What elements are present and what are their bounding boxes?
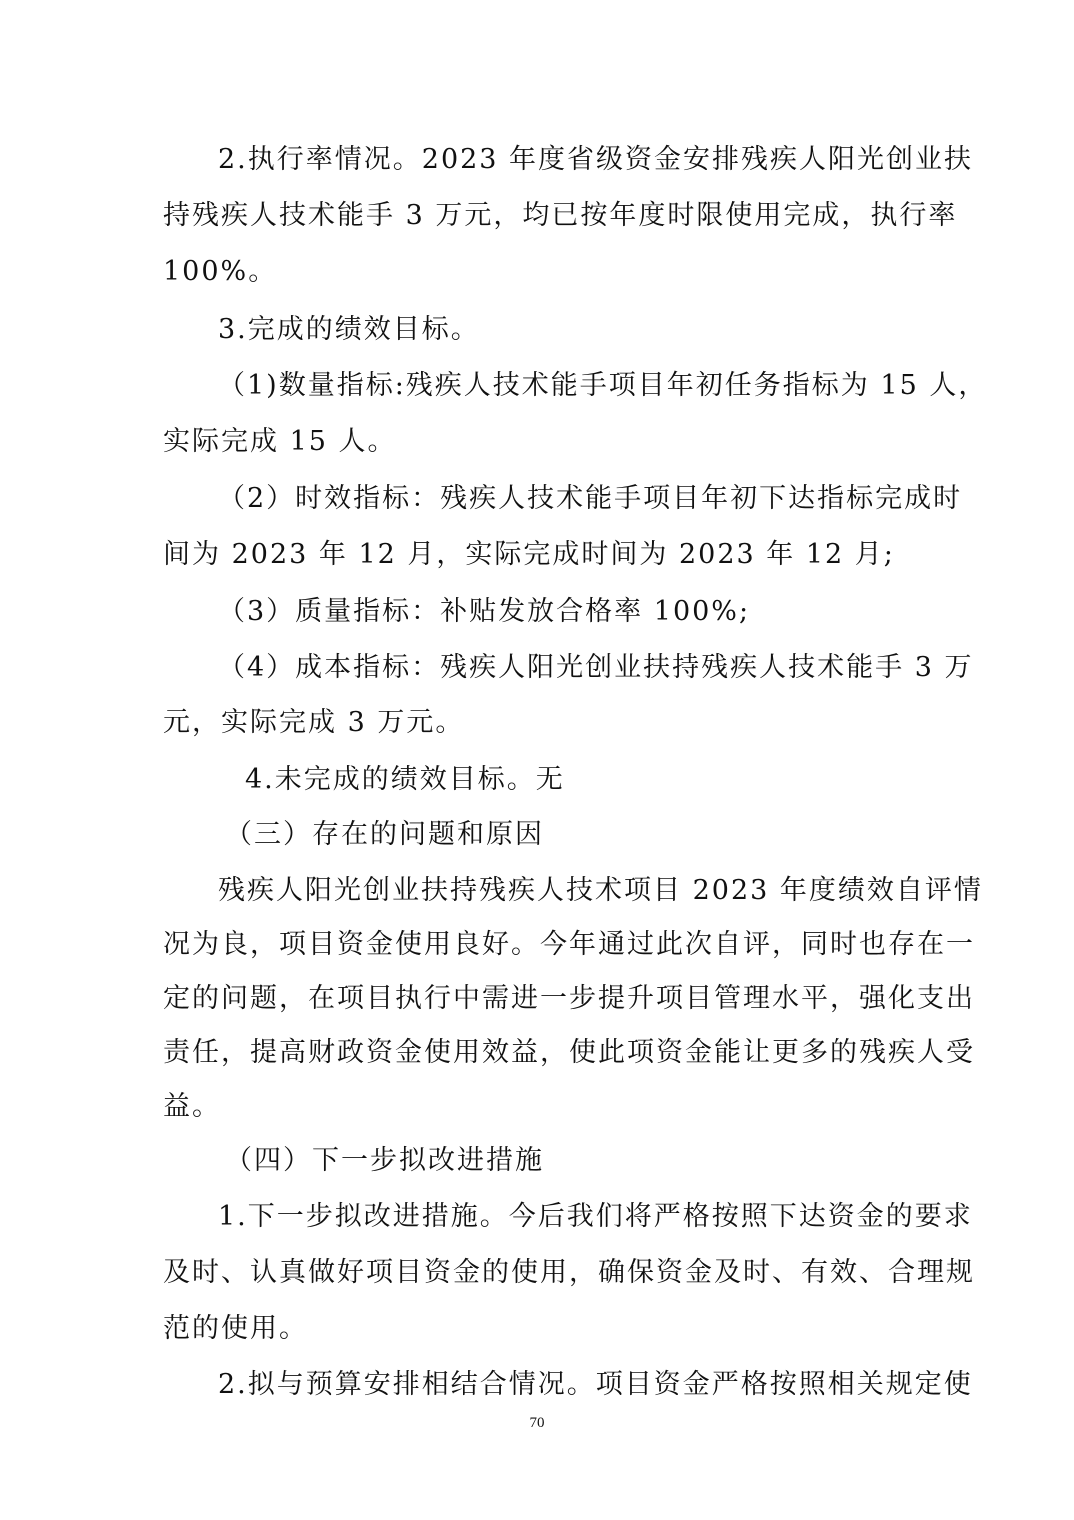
page-number: 70 [529,1415,545,1431]
paragraph-line: 2.拟与预算安排相结合情况。项目资金严格按照相关规定使 [218,1369,973,1400]
paragraph-line: 1.下一步拟改进措施。今后我们将严格按照下达资金的要求 [218,1201,973,1232]
paragraph-line: （4）成本指标：残疾人阳光创业扶持残疾人技术能手 3 万 [218,652,974,683]
paragraph-line: 及时、认真做好项目资金的使用，确保资金及时、有效、合理规 [163,1257,975,1288]
section-heading: 3.完成的绩效目标。 [218,314,480,345]
paragraph-line: （3）质量指标：补贴发放合格率 100%; [218,596,751,627]
paragraph-line: （2）时效指标：残疾人技术能手项目年初下达指标完成时 [218,483,963,514]
paragraph-line: 实际完成 15 人。 [163,426,397,457]
paragraph-line: 4.未完成的绩效目标。无 [245,764,565,795]
paragraph-line: 责任，提高财政资金使用效益，使此项资金能让更多的残疾人受 [163,1037,975,1068]
section-heading: （四）下一步拟改进措施 [225,1145,544,1176]
paragraph-line: （1)数量指标:残疾人技术能手项目年初任务指标为 15 人， [218,370,988,401]
paragraph-line: 况为良，项目资金使用良好。今年通过此次自评，同时也存在一 [163,929,975,960]
paragraph-line: 范的使用。 [163,1313,308,1344]
paragraph-line: 残疾人阳光创业扶持残疾人技术项目 2023 年度绩效自评情 [218,875,983,906]
section-heading: （三）存在的问题和原因 [225,819,544,850]
paragraph-line: 元，实际完成 3 万元。 [163,707,465,738]
paragraph-line: 间为 2023 年 12 月，实际完成时间为 2023 年 12 月; [163,539,895,570]
paragraph-line: 持残疾人技术能手 3 万元，均已按年度时限使用完成，执行率 [163,200,958,231]
paragraph-line: 定的问题，在项目执行中需进一步提升项目管理水平，强化支出 [163,983,975,1014]
paragraph-line: 100%。 [163,256,278,287]
paragraph-line: 2.执行率情况。2023 年度省级资金安排残疾人阳光创业扶 [218,144,974,175]
paragraph-line: 益。 [163,1091,221,1122]
